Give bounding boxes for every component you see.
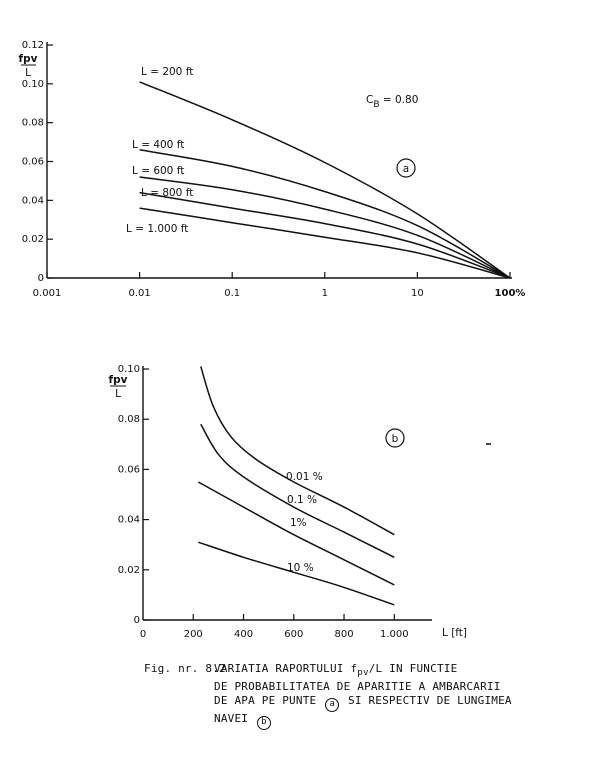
series-line-a	[140, 150, 510, 278]
y-label-denominator-a: L	[25, 67, 31, 79]
series-label-a: L = 1.000 ft	[126, 223, 189, 235]
x-tick-label-b: 800	[334, 629, 354, 640]
y-tick-label-b: 0.02	[117, 564, 140, 576]
x-tick-label-a: 1	[321, 288, 328, 299]
y-tick-label-a: 0.02	[21, 234, 44, 246]
annotation-subscript: B	[373, 100, 380, 110]
caption-text	[214, 662, 594, 730]
annotation-value: = 0.80	[379, 94, 419, 106]
series-line-a	[140, 82, 510, 278]
caption-line-4: NAVEI b	[214, 712, 594, 730]
series-label-a: L = 400 ft	[132, 139, 185, 151]
chart-panel-a	[19, 40, 526, 299]
y-tick-label-b: 0.08	[117, 414, 140, 426]
y-label-denominator-b: L	[115, 388, 121, 400]
caption-line-1: VARIATIA RAPORTULUI $f_{pv}/L$ IN FUNCTIE	[214, 662, 458, 679]
series-label-a: L = 800 ft	[141, 187, 194, 199]
y-tick-label-a: 0.10	[21, 78, 44, 90]
series-label-b: 0.1 %	[287, 494, 318, 506]
x-tick-label-a: 0.001	[32, 288, 62, 299]
x-tick-label-a: 0.01	[128, 288, 151, 299]
annotation-c: C	[366, 94, 374, 106]
y-tick-label-b: 0	[133, 615, 140, 626]
series-label-b: 10 %	[287, 562, 314, 574]
chart-panel-b	[109, 364, 491, 640]
x-tick-label-a: 100%	[494, 288, 526, 299]
x-tick-label-b: 1.000	[379, 629, 409, 640]
x-tick-label-a: 10	[411, 288, 424, 299]
y-tick-label-b: 0.10	[117, 364, 140, 375]
x-tick-label-b: 200	[183, 629, 203, 640]
caption-line-3: DE APA PE PUNTE a SI RESPECTIV DE LUNGIMEA	[214, 694, 594, 712]
annotation-cb-a	[366, 94, 418, 110]
y-tick-label-a: 0.04	[21, 195, 44, 207]
y-label-numerator-b: fpv	[108, 374, 128, 386]
y-tick-label-a: 0.12	[21, 40, 44, 51]
series-label-b: 1%	[290, 517, 307, 529]
series-label-b: 0.01 %	[286, 471, 323, 483]
caption-marker-a: a	[325, 698, 339, 712]
y-tick-label-a: 0.06	[21, 156, 44, 168]
y-tick-label-b: 0.06	[117, 464, 140, 476]
caption-marker-b: b	[257, 716, 271, 730]
panel-marker-label-b: b	[391, 433, 399, 445]
x-label-b: L [ft]	[442, 627, 468, 639]
caption-figure-number: Fig. nr. 8.2	[144, 662, 226, 675]
x-tick-label-b: 600	[284, 629, 304, 640]
y-tick-label-a: 0	[37, 273, 44, 284]
series-line-a	[140, 193, 510, 278]
caption-line-2: DE PROBABILITATEA DE APARITIE A AMBARCARII	[214, 680, 501, 694]
y-tick-label-a: 0.08	[21, 117, 44, 129]
x-tick-label-b: 400	[233, 629, 254, 640]
panel-marker-label-a: a	[402, 163, 410, 175]
series-label-a: L = 200 ft	[141, 66, 194, 78]
series-line-a	[140, 208, 510, 278]
y-label-numerator-a: fpv	[18, 53, 38, 65]
series-label-a: L = 600 ft	[132, 165, 185, 177]
y-tick-label-b: 0.04	[117, 514, 140, 526]
x-tick-label-a: 0.1	[224, 288, 241, 299]
x-tick-label-b: 0	[139, 629, 147, 640]
